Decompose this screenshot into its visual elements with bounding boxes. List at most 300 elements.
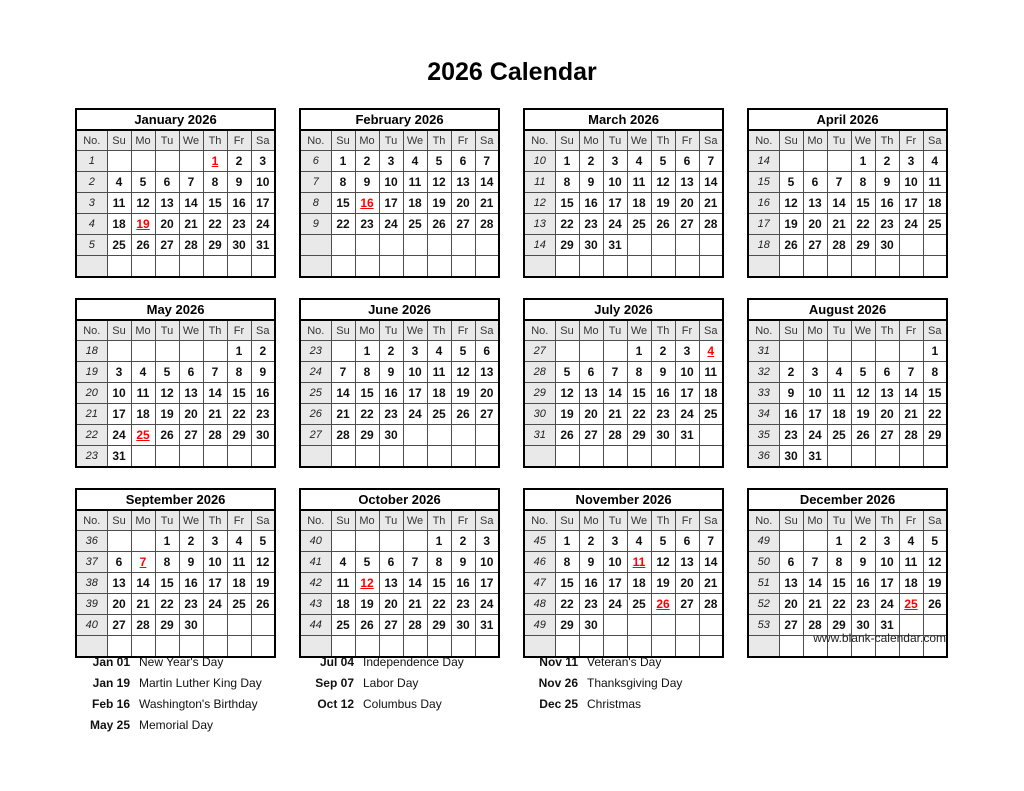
day-cell: 20	[155, 214, 179, 235]
day-cell: 28	[603, 425, 627, 446]
month-july-2026	[523, 298, 724, 468]
day-cell	[355, 531, 379, 552]
week-number: 39	[76, 594, 107, 615]
day-cell: 22	[331, 214, 355, 235]
day-cell: 17	[251, 193, 275, 214]
day-cell: 2	[355, 151, 379, 172]
week-number: 50	[748, 552, 779, 573]
day-cell: 2	[251, 341, 275, 362]
week-row	[748, 341, 947, 362]
weekday-header: Fr	[451, 320, 475, 341]
day-cell	[779, 341, 803, 362]
week-row	[300, 256, 499, 278]
day-cell: 22	[355, 404, 379, 425]
week-number	[76, 256, 107, 278]
months-grid	[75, 108, 946, 658]
day-cell-holiday: 1	[203, 151, 227, 172]
day-cell	[603, 341, 627, 362]
weekday-header: Su	[331, 320, 355, 341]
day-cell	[899, 235, 923, 256]
day-cell: 3	[899, 151, 923, 172]
day-cell: 4	[627, 531, 651, 552]
day-cell	[875, 446, 899, 468]
day-cell: 29	[923, 425, 947, 446]
day-cell: 8	[827, 552, 851, 573]
week-row	[748, 235, 947, 256]
day-cell: 6	[107, 552, 131, 573]
day-cell: 1	[355, 341, 379, 362]
day-cell: 26	[155, 425, 179, 446]
website-link[interactable]: www.blank-calendar.com	[813, 631, 946, 645]
day-cell: 7	[331, 362, 355, 383]
day-cell: 1	[851, 151, 875, 172]
day-cell: 26	[651, 214, 675, 235]
day-cell	[827, 151, 851, 172]
day-cell: 13	[579, 383, 603, 404]
day-cell: 26	[923, 594, 947, 615]
day-cell: 7	[803, 552, 827, 573]
day-cell: 27	[675, 594, 699, 615]
day-cell: 17	[603, 193, 627, 214]
day-cell: 10	[875, 552, 899, 573]
day-cell: 8	[203, 172, 227, 193]
holiday-name: Independence Day	[363, 654, 464, 669]
day-cell	[203, 446, 227, 468]
holiday-column	[523, 651, 747, 735]
weekday-header: We	[403, 130, 427, 151]
holiday-date: Jan 19	[92, 675, 130, 690]
day-cell: 13	[155, 193, 179, 214]
week-number: 25	[300, 383, 331, 404]
day-cell: 26	[555, 425, 579, 446]
week-number: 2	[76, 172, 107, 193]
weekday-header: Fr	[451, 130, 475, 151]
weekday-header: Th	[427, 130, 451, 151]
weekday-header: Fr	[451, 510, 475, 531]
weekday-header: Sa	[251, 510, 275, 531]
day-cell: 17	[899, 193, 923, 214]
day-cell: 12	[155, 383, 179, 404]
week-number: 48	[524, 594, 555, 615]
weekday-header: Tu	[379, 130, 403, 151]
day-cell: 1	[427, 531, 451, 552]
week-row	[524, 404, 723, 425]
day-cell: 29	[155, 615, 179, 636]
day-cell	[131, 151, 155, 172]
day-cell: 28	[475, 214, 499, 235]
week-row	[748, 531, 947, 552]
day-cell: 23	[251, 404, 275, 425]
day-cell	[699, 446, 723, 468]
day-cell: 19	[251, 573, 275, 594]
day-cell	[427, 235, 451, 256]
week-row	[300, 615, 499, 636]
day-cell	[827, 341, 851, 362]
week-number-header: No.	[524, 510, 555, 531]
day-cell: 30	[251, 425, 275, 446]
day-cell: 13	[875, 383, 899, 404]
day-cell	[131, 341, 155, 362]
day-cell: 18	[403, 193, 427, 214]
day-cell: 17	[475, 573, 499, 594]
weekday-header: We	[403, 320, 427, 341]
day-cell: 1	[227, 341, 251, 362]
weekday-header: Su	[555, 510, 579, 531]
day-cell: 8	[555, 552, 579, 573]
day-cell: 15	[851, 193, 875, 214]
weekday-header: We	[851, 320, 875, 341]
day-cell: 15	[555, 193, 579, 214]
day-cell	[899, 256, 923, 278]
day-cell: 13	[379, 573, 403, 594]
day-cell-holiday: 4	[699, 341, 723, 362]
weekday-header: Sa	[475, 130, 499, 151]
week-number: 49	[524, 615, 555, 636]
day-cell: 24	[603, 594, 627, 615]
day-cell: 12	[131, 193, 155, 214]
day-cell: 28	[403, 615, 427, 636]
day-cell: 15	[203, 193, 227, 214]
holiday-date: Oct 12	[317, 696, 354, 711]
day-cell	[355, 235, 379, 256]
day-cell: 25	[627, 594, 651, 615]
weekday-header: Th	[651, 130, 675, 151]
holiday-date: Dec 25	[539, 696, 578, 711]
week-number: 35	[748, 425, 779, 446]
day-cell: 9	[251, 362, 275, 383]
day-cell: 4	[131, 362, 155, 383]
week-number: 47	[524, 573, 555, 594]
day-cell: 27	[779, 615, 803, 636]
day-cell	[651, 446, 675, 468]
week-number: 27	[524, 341, 555, 362]
month-june-2026	[299, 298, 500, 468]
day-cell: 28	[899, 425, 923, 446]
holiday-item	[75, 693, 299, 714]
holiday-item	[75, 672, 299, 693]
weekday-header: Mo	[131, 320, 155, 341]
day-cell: 30	[779, 446, 803, 468]
day-cell	[107, 151, 131, 172]
day-cell	[331, 531, 355, 552]
day-cell	[851, 446, 875, 468]
day-cell: 21	[603, 404, 627, 425]
week-row	[524, 235, 723, 256]
day-cell	[427, 256, 451, 278]
day-cell-holiday: 19	[131, 214, 155, 235]
day-cell: 11	[131, 383, 155, 404]
day-cell	[579, 446, 603, 468]
day-cell	[475, 425, 499, 446]
day-cell: 21	[699, 573, 723, 594]
day-cell: 29	[851, 235, 875, 256]
day-cell: 24	[107, 425, 131, 446]
day-cell: 12	[451, 362, 475, 383]
weekday-header: Mo	[803, 510, 827, 531]
week-number: 28	[524, 362, 555, 383]
day-cell	[331, 446, 355, 468]
day-cell: 5	[555, 362, 579, 383]
weekday-header: Sa	[475, 510, 499, 531]
day-cell: 5	[651, 151, 675, 172]
week-row	[748, 573, 947, 594]
week-number: 10	[524, 151, 555, 172]
day-cell: 7	[699, 151, 723, 172]
day-cell: 4	[899, 531, 923, 552]
day-cell: 4	[427, 341, 451, 362]
week-number: 29	[524, 383, 555, 404]
day-cell: 16	[251, 383, 275, 404]
day-cell: 21	[179, 214, 203, 235]
day-cell: 17	[403, 383, 427, 404]
day-cell: 24	[379, 214, 403, 235]
week-number: 53	[748, 615, 779, 636]
day-cell: 23	[451, 594, 475, 615]
week-number: 18	[76, 341, 107, 362]
week-row	[748, 404, 947, 425]
day-cell: 11	[427, 362, 451, 383]
day-cell	[875, 341, 899, 362]
day-cell: 17	[603, 573, 627, 594]
weekday-header: Mo	[355, 510, 379, 531]
day-cell: 6	[155, 172, 179, 193]
day-cell: 9	[355, 172, 379, 193]
weekday-header: We	[403, 510, 427, 531]
week-row	[300, 573, 499, 594]
day-cell: 6	[451, 151, 475, 172]
day-cell: 19	[779, 214, 803, 235]
week-row	[76, 446, 275, 468]
day-cell-holiday: 16	[355, 193, 379, 214]
day-cell: 19	[427, 193, 451, 214]
day-cell	[179, 446, 203, 468]
day-cell: 10	[403, 362, 427, 383]
day-cell	[379, 531, 403, 552]
day-cell: 12	[651, 172, 675, 193]
day-cell: 16	[179, 573, 203, 594]
day-cell: 19	[555, 404, 579, 425]
day-cell	[699, 425, 723, 446]
day-cell: 3	[107, 362, 131, 383]
day-cell: 20	[675, 193, 699, 214]
day-cell: 18	[899, 573, 923, 594]
day-cell: 11	[627, 172, 651, 193]
day-cell	[779, 256, 803, 278]
day-cell	[107, 256, 131, 278]
day-cell: 17	[379, 193, 403, 214]
weekday-header: Tu	[155, 510, 179, 531]
day-cell	[579, 256, 603, 278]
day-cell: 31	[251, 235, 275, 256]
day-cell: 10	[803, 383, 827, 404]
day-cell: 6	[179, 362, 203, 383]
holiday-name: Memorial Day	[139, 717, 214, 732]
week-row	[76, 193, 275, 214]
day-cell: 1	[155, 531, 179, 552]
holiday-date: May 25	[89, 717, 130, 732]
day-cell: 9	[875, 172, 899, 193]
day-cell: 23	[851, 594, 875, 615]
week-row	[76, 341, 275, 362]
weekday-header: Th	[651, 320, 675, 341]
day-cell	[179, 151, 203, 172]
week-row	[76, 573, 275, 594]
day-cell: 18	[827, 404, 851, 425]
week-row	[76, 615, 275, 636]
holiday-item	[299, 672, 523, 693]
week-number: 8	[300, 193, 331, 214]
day-cell: 3	[603, 531, 627, 552]
week-number-header: No.	[300, 320, 331, 341]
day-cell: 27	[579, 425, 603, 446]
weekday-header: Th	[203, 320, 227, 341]
day-cell: 26	[355, 615, 379, 636]
day-cell: 18	[627, 193, 651, 214]
day-cell	[155, 446, 179, 468]
week-row	[524, 172, 723, 193]
day-cell: 11	[699, 362, 723, 383]
day-cell: 9	[651, 362, 675, 383]
day-cell: 5	[355, 552, 379, 573]
day-cell: 7	[699, 531, 723, 552]
day-cell: 20	[107, 594, 131, 615]
day-cell	[475, 235, 499, 256]
week-row	[300, 594, 499, 615]
day-cell: 29	[355, 425, 379, 446]
weekday-header: Sa	[923, 320, 947, 341]
day-cell: 26	[427, 214, 451, 235]
week-number: 9	[300, 214, 331, 235]
holiday-name: Washington's Birthday	[139, 696, 258, 711]
day-cell: 23	[579, 214, 603, 235]
day-cell	[651, 256, 675, 278]
week-number: 19	[76, 362, 107, 383]
day-cell: 14	[203, 383, 227, 404]
week-row	[76, 594, 275, 615]
week-row	[300, 425, 499, 446]
month-april-2026	[747, 108, 948, 278]
day-cell	[379, 235, 403, 256]
holiday-date: Jan 01	[92, 654, 130, 669]
weekday-header: Th	[427, 510, 451, 531]
week-number: 43	[300, 594, 331, 615]
day-cell	[451, 425, 475, 446]
weekday-header: Tu	[379, 510, 403, 531]
week-number: 3	[76, 193, 107, 214]
holiday-name: New Year's Day	[139, 654, 224, 669]
week-number: 4	[76, 214, 107, 235]
day-cell	[475, 256, 499, 278]
week-number-header: No.	[748, 130, 779, 151]
day-cell: 5	[779, 172, 803, 193]
day-cell: 18	[699, 383, 723, 404]
day-cell: 8	[923, 362, 947, 383]
day-cell	[451, 256, 475, 278]
day-cell: 14	[827, 193, 851, 214]
day-cell	[107, 531, 131, 552]
day-cell: 12	[851, 383, 875, 404]
holiday-item	[299, 693, 523, 714]
day-cell: 21	[827, 214, 851, 235]
day-cell: 26	[851, 425, 875, 446]
week-number: 51	[748, 573, 779, 594]
day-cell-holiday: 7	[131, 552, 155, 573]
week-row	[748, 446, 947, 468]
day-cell	[379, 256, 403, 278]
day-cell	[803, 256, 827, 278]
weekday-header: Mo	[355, 130, 379, 151]
day-cell: 29	[203, 235, 227, 256]
day-cell: 16	[875, 193, 899, 214]
day-cell: 27	[107, 615, 131, 636]
day-cell: 8	[355, 362, 379, 383]
day-cell: 12	[251, 552, 275, 573]
week-number: 42	[300, 573, 331, 594]
day-cell: 6	[579, 362, 603, 383]
day-cell: 3	[875, 531, 899, 552]
day-cell: 5	[427, 151, 451, 172]
weekday-header: Fr	[899, 130, 923, 151]
holiday-date: Jul 04	[319, 654, 354, 669]
holiday-name: Veteran's Day	[587, 654, 662, 669]
weekday-header: Fr	[227, 320, 251, 341]
month-title: February 2026	[300, 109, 499, 130]
day-cell: 22	[923, 404, 947, 425]
day-cell: 1	[331, 151, 355, 172]
month-title: June 2026	[300, 299, 499, 320]
weekday-header: Fr	[899, 510, 923, 531]
day-cell: 14	[699, 172, 723, 193]
day-cell	[651, 615, 675, 636]
day-cell: 11	[227, 552, 251, 573]
week-row	[300, 193, 499, 214]
weekday-header: Mo	[131, 510, 155, 531]
day-cell: 27	[155, 235, 179, 256]
day-cell	[923, 446, 947, 468]
holiday-item	[523, 672, 747, 693]
day-cell: 2	[179, 531, 203, 552]
day-cell: 24	[675, 404, 699, 425]
day-cell: 9	[179, 552, 203, 573]
weekday-header: Sa	[699, 510, 723, 531]
day-cell: 22	[555, 594, 579, 615]
week-row	[524, 383, 723, 404]
week-row	[300, 341, 499, 362]
day-cell: 1	[627, 341, 651, 362]
day-cell	[427, 446, 451, 468]
month-january-2026	[75, 108, 276, 278]
day-cell: 22	[155, 594, 179, 615]
day-cell: 17	[675, 383, 699, 404]
week-number: 38	[76, 573, 107, 594]
day-cell: 22	[827, 594, 851, 615]
day-cell: 31	[675, 425, 699, 446]
day-cell: 8	[331, 172, 355, 193]
week-number: 49	[748, 531, 779, 552]
week-row	[76, 552, 275, 573]
day-cell: 2	[779, 362, 803, 383]
day-cell: 28	[203, 425, 227, 446]
day-cell: 28	[699, 214, 723, 235]
day-cell-holiday: 25	[131, 425, 155, 446]
day-cell: 19	[651, 573, 675, 594]
weekday-header: Su	[779, 320, 803, 341]
week-row	[76, 256, 275, 278]
day-cell	[403, 531, 427, 552]
day-cell: 4	[923, 151, 947, 172]
holiday-column	[299, 651, 523, 735]
day-cell: 14	[403, 573, 427, 594]
